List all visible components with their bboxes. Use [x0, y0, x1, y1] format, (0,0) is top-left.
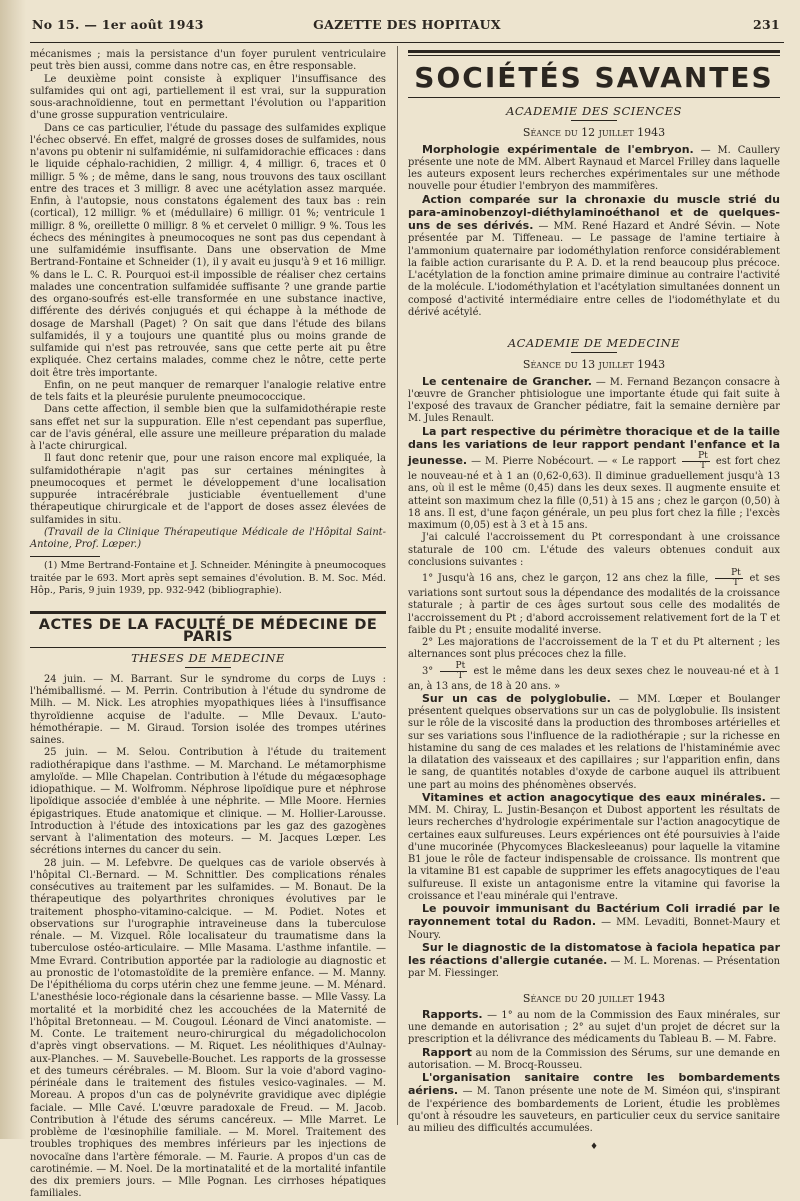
header-rule: [30, 42, 784, 43]
actes-title: ACTES DE LA FACULTÉ DE MÉDECINE DE PARIS: [38, 617, 378, 646]
item-heading: L'organisation sanitaire contre les bombardements aériens.: [408, 1071, 780, 1098]
paragraph: Dans cette affection, il semble bien que la sulfamidothérapie reste sans effet net sur la suppuration. Elle n'est cependant pas superflue, car de l'avis général, elle assure une meilleure préparation du malade à l'acte chirurgical.: [30, 404, 386, 452]
item-heading: Sur le diagnostic de la distomatose à faciola hepatica par les réactions d'allergie cutanée.: [408, 940, 780, 967]
item-body: — M. L. Morenas. — Présentation par M. Fiessinger.: [408, 956, 780, 980]
item-heading: La part respective du périmètre thoracique et de la taille dans les variations de leur rapport pendant l'enfance et la jeunesse.: [408, 424, 780, 467]
session-date: Séance du 13 juillet 1943: [522, 358, 666, 372]
item-body: — M. Tanon présente une note de M. Siméon qui, s'inspirant de l'expérience des bombardements de Lorient, étudie les problèmes qu'ont à résoudre les sauveteurs, en particulier ceux du service sanitaire au milieu des difficultés accumulées.: [408, 1086, 780, 1134]
item-body: — M. Fernand Bezançon consacre à l'œuvre de Grancher phtisiologue une importante étude qui fait suite à l'exposé des travaux de Grancher pédiatre, fait la semaine dernière par M. Jules Renault.: [408, 376, 780, 425]
item-heading: Rapports.: [422, 1007, 483, 1021]
fraction-numerator: Pt: [440, 662, 468, 672]
paragraph: mécanismes ; mais la persistance d'un foyer purulent ventriculaire peut très bien aussi, comme dans notre cas, en être responsable.: [30, 49, 386, 73]
affiliation-note: (Travail de la Clinique Thérapeutique Médicale de l'Hôpital Saint-Antoine, Prof. Lœper.): [30, 526, 386, 550]
item-body: — MM. René Hazard et André Sévin. — Note présentée par M. Tiffeneau. — Le passage de l'amine tertiaire à l'ammonium quaternaire par iodométhylation renforce considérablement la faible action curarisante du P. A. D. et la rend beaucoup plus précoce. L'acétylation de la fonction amine primaire diminue au contraire l'activité de la molécule. L'iodométhylation et l'acétylation simultanées donnent un composé d'activité intermédiaire entre celles de l'iodométhylate et du dérivé acétylé.: [408, 221, 780, 318]
item-body: — MM. Levaditi, Bonnet-Maury et Noury.: [408, 917, 780, 941]
fraction-numerator: Pt: [682, 452, 710, 462]
item-body: — MM. Lœper et Boulanger présentent quelques observations sur un cas de polyglobulie. Ils insistent sur le rôle de la viscosité dans la production des thromboses artérielles et sur ses variations sous l'influence de la radiothérapie ; sur la richesse en histamine du sang de ces malades et les relations de l'histaminémie avec la dilatation des vaisseaux et des capillaires ; sur l'apparition enfin, dans le sang, de quantités notables d'oxyde de carbone auquel ils attribuent une part au moins des phénomènes observés.: [408, 693, 780, 791]
column-divider: [397, 46, 398, 1125]
item-body: 3°: [422, 665, 434, 677]
session-date: Séance du 20 juillet 1943: [522, 991, 666, 1005]
item-body: est le même dans les deux sexes chez le nouveau-né et à 1 an, à 13 ans, de 18 à 20 ans. »: [408, 665, 781, 692]
issue-number: No 15. — 1er août 1943: [32, 17, 204, 32]
academy-title: ACADEMIE DES SCIENCES: [506, 104, 682, 118]
paragraph: Le deuxième point consiste à expliquer l'insuffisance des sulfamides qui ont agi, partiellement il est vrai, sur la suppuration sous-arachnoïdienne, tout en permettant l'évolution ou l'apparition d'une grosse suppuration ventriculaire.: [30, 73, 386, 122]
item-body: 1° Jusqu'à 16 ans, chez le garçon, 12 ans chez la fille,: [422, 573, 709, 584]
short-rule: [571, 120, 617, 121]
right-column: [408, 49, 781, 1153]
item-heading: Le centenaire de Grancher.: [422, 374, 592, 388]
fraction-numerator: Pt: [715, 569, 743, 579]
theses-entry: 25 juin. — M. Selou. Contribution à l'étude du traitement radiothérapique dans l'asthme. — M. Marchand. Le métamorphisme amyloïde. — Mlle Chapelan. Contribution à l'étude du mégaœsophage idiopathique. — M. Wolfromm. Néphrose lipoïdique pure et néphrose lipoïdique associée d'emblée à une néphrite. — Mlle Moore. Hernies épigastriques. Etude anatomique et clinique. — M. Hollier-Larousse. Introduction à l'étude des intoxications par les gaz des gazogènes servant à l'alimentation des moteurs. — M. Jacques Lœper. Les sécrétions internes du cancer du sein.: [30, 747, 386, 857]
section-top-rule: [408, 50, 780, 53]
item-body: — M. Pierre Nobécourt. — « Le rapport: [467, 456, 677, 467]
theses-entry: 28 juin. — M. Lefebvre. De quelques cas de variole observés à l'hôpital Cl.-Bernard. — M. Schnittler. Des complications rénales consécutives au traitement par les sulfamides. — M. Bonaut. De la thérapeutique des polyarthrites chroniques évolutives par le traitement phospho-vitamino-calcique. — M. Podiet. Notes et observations sur l'urographie intraveineuse dans la tuberculose rénale. — M. Vizquel. Rôle localisateur du traumatisme dans la tuberculose ostéo-articulaire. — Mlle Masama. L'asthme infantile. — Mme Evrard. Contribution apportée par la radiologie au diagnostic et au pronostic de l'otomastoïdite de la première enfance. — M. Manny. De l'épithélioma du corps utérin chez une femme jeune. — M. Ménard. L'anesthésie loco-régionale dans la césarienne basse. — Mlle Vassy. La mortalité et la morbidité chez les accouchées de la Maternité de l'hôpital Bretonneau. — M. Cougoul. Léonard de Vinci anatomiste. — M. Conte. Le traitement neuro-chirurgical du mégadolichocolon d'après vingt observations. — M. Riquet. Les néolithiques d'Aulnay-aux-Planches. — M. Sauvebelle-Bouchet. Les rapports de la grossesse et des tumeurs cérébrales. — M. Bloom. Sur la voie d'abord vagino-périnéale dans le traitement des fistules vesico-vaginales. — M. Moreau. A propos d'un cas de polynévrite gravidique avec diplégie faciale. — Mlle Cavé. L'œuvre paradoxale de Freud. — M. Jacob. Contribution à l'étude des sérums cancéreux. — Mlle Marret. Le problème de l'œsinophilie familiale. — M. Morel. Traitement des troubles trophiques des membres inférieurs par les injections de novocaïne dans l'artère fémorale. — M. Faurie. A propos d'un cas de carotinémie. — M. Noel. De la mortinatalité et de la mortalité infantile des dix premiers jours. — Mlle Pognan. Les cirrhoses hépatiques familiales.: [30, 857, 386, 1200]
section-bottom-rule: [408, 97, 780, 98]
fraction-denominator: T: [699, 461, 706, 471]
page-number: 231: [753, 17, 780, 32]
item-heading: Vitamines et action anagocytique des eaux minérales.: [422, 790, 766, 804]
paragraph: Dans ce cas particulier, l'étude du passage des sulfamides explique l'échec observé. En effet, malgré de grosses doses de sulfamides, nous n'avons pu obtenir ni sulfamidémie, ni sulfamidorachie efficaces : dans le liquide céphalo-rachidien, 2 milligr. 4, 4 milligr. 6, traces et 0 milligr. 5 % ; de même, dans le sang, nous trouvons des taux oscillant entre des traces et 3 milligr. 8 avec une acétylation assez marquée. Enfin, à l'autopsie, nous constatons également des taux bas : rein (cortical), 12 milligr. % et (médullaire) 6 milligr. 01 %; ventricule 1 milligr. 8 %, oreillette 0 milligr. 8 % et cervelet 0 milligr. 9 %. Tous les échecs des méningites à pneumocoques ne sont pas dus cependant à une sulfamidémie insuffisante. Dans une observation de Mme Bertrand-Fontaine et Schneider (1), il y avait eu jusqu'à 9 et 16 milligr. % dans le L. C. R. Pourquoi est-il impossible de réaliser chez certains malades une concentration sulfamidée suffisante ? une grande partie des organo-soufrés est-elle transformée en une substance inactive, différente des dérivés conjugués et qui échappe à la méthode de dosage de Marshall (Paget) ? On sait que dans l'étude des bilans sulfamidés, il y a toujours une quantité plus ou moins grande de sulfamide qui n'est pas retrouvée, sans que cette perte ait pu être expliquée. Chez certains malades, comme chez le nôtre, cette perte doit être très importante.: [30, 122, 386, 379]
paragraph: 2° Les majorations de l'accroissement de la T et du Pt alternent ; les alternances sont plus précoces chez la fille.: [408, 637, 780, 661]
actes-banner: [30, 611, 386, 648]
short-rule: [185, 667, 231, 668]
paragraph: J'ai calculé l'accroissement du Pt correspondant à une croissance staturale de 100 cm. L'étude des valeurs obtenues conduit aux conclusions suivantes :: [408, 532, 780, 568]
item-heading: Rapport: [422, 1045, 472, 1059]
item-body: et ses variations sont surtout sous la dépendance des modalités de la croissance staturale ; à partir de ces âges surtout sous celle des modalités de l'accroissement du Pt ; d'abord accroissement relativement fort de la T et faible du Pt ; ensuite modalité inverse.: [408, 573, 781, 636]
fraction: [715, 569, 743, 588]
section-title: SOCIÉTÉS SAVANTES: [414, 61, 774, 94]
footnote-rule: [30, 556, 100, 557]
fraction: [682, 452, 710, 471]
paragraph: Il faut donc retenir que, pour une raison encore mal expliquée, la sulfamidothérapie n'agit pas sur certaines méningites à pneumocoques et permet le développement d'une localisation suppurée intracérébrale justiciable éventuellement d'une thérapeutique chirurgicale et de l'apport de doses assez élevées de sulfamides in situ.: [30, 453, 386, 526]
page-header: [30, 14, 784, 38]
item-body: est fort chez le nouveau-né et à 1 an (0,62-0,63). Il diminue graduellement jusqu'à 13 ans, où il est le même (0,45) dans les deux sexes. Il augmente ensuite et atteint son maximum chez la fille (0,51) à 15 ans ; chez le garçon (0,50) à 18 ans. Il est, d'une façon générale, un peu plus fort chez la fille ; l'excès maximum (0,05) est à 3 et à 15 ans.: [408, 456, 781, 531]
item-body: — MM. M. Chiray, L. Justin-Besançon et Dubost apportent les résultats de leurs recherches d'hydrologie expérimentale sur l'action anagocytique de certaines eaux sulfureuses. Leurs expériences ont été poursuivies à l'aide d'une mucorinée (Phycomyces Blackesleeanus) pour laquelle la vitamine B1 joue le rôle de facteur indispensable de croissance. Ils montrent que la vitamine B1 est capable de supprimer les effets anagocytiques de l'eau sulfureuse. Il existe un antagonisme entre la vitamine qui favorise la croissance et l'eau minérale qui l'entrave.: [408, 792, 780, 902]
item-heading: Sur un cas de polyglobulie.: [422, 691, 611, 705]
fraction-denominator: T: [457, 670, 464, 681]
left-column: [30, 49, 386, 1200]
theses-title: THESES DE MEDECINE: [131, 650, 285, 665]
page-shadow: [0, 0, 26, 1139]
paragraph: Enfin, on ne peut manquer de remarquer l'analogie relative entre de tels faits et la pleurésie purulente pneumococcique.: [30, 379, 386, 403]
session-date: Séance du 12 juillet 1943: [522, 126, 666, 140]
theses-entry: 24 juin. — M. Barrant. Sur le syndrome du corps de Luys : l'hémiballismé. — M. Perrin. Contribution à l'étude du syndrome de Milh. — M. Nick. Les atrophies myopathiques liées à l'insuffisance thyroïdienne acquise de l'adulte. — Mlle Devaux. L'auto-hémothérapie. — M. Giraud. Torsion isolée des trompes utérines saines.: [30, 673, 386, 746]
end-ornament: ♦: [589, 1142, 599, 1153]
footnote: (1) Mme Bertrand-Fontaine et J. Schneider. Méningite à pneumocoques traitée par le 693. Mort après sept semaines d'évolution. B. M. Soc. Méd. Hôp., Paris, 9 juin 1939, pp. 932-942 (bibliographie).: [30, 560, 386, 596]
item-body: — M. Caullery présente une note de MM. Albert Raynaud et Marcel Frilley dans laquelle les auteurs exposent leurs recherches expérimentales sur une méthode nouvelle pour étudier l'embryon des mammifères.: [408, 144, 781, 193]
item-heading: Morphologie expérimentale de l'embryon.: [422, 142, 694, 156]
short-rule: [571, 352, 617, 353]
fraction: [440, 662, 468, 681]
publication-title: GAZETTE DES HOPITAUX: [313, 17, 501, 32]
item-body: — 1° au nom de la Commission des Eaux minérales, sur une demande en autorisation ; 2° au sujet d'un projet de décret sur la prescription et la délivrance des médicaments du Tableau B. — M. Fabre.: [408, 1009, 780, 1046]
item-heading: Le pouvoir immunisant du Bactérium Coli irradié par le rayonnement total du Radon.: [408, 902, 780, 929]
item-heading: Action comparée sur la chronaxie du muscle strié du para-aminobenzoyl-diéthylaminoéthanol et de quelques-uns de ses dérivés.: [408, 192, 780, 232]
section-top-rule-thin: [408, 55, 780, 56]
item-body: au nom de la Commission des Sérums, sur une demande en autorisation. — M. Brocq-Rousseu.: [408, 1047, 780, 1071]
fraction-denominator: T: [732, 578, 739, 588]
academy-title: ACADEMIE DE MEDECINE: [507, 336, 681, 350]
